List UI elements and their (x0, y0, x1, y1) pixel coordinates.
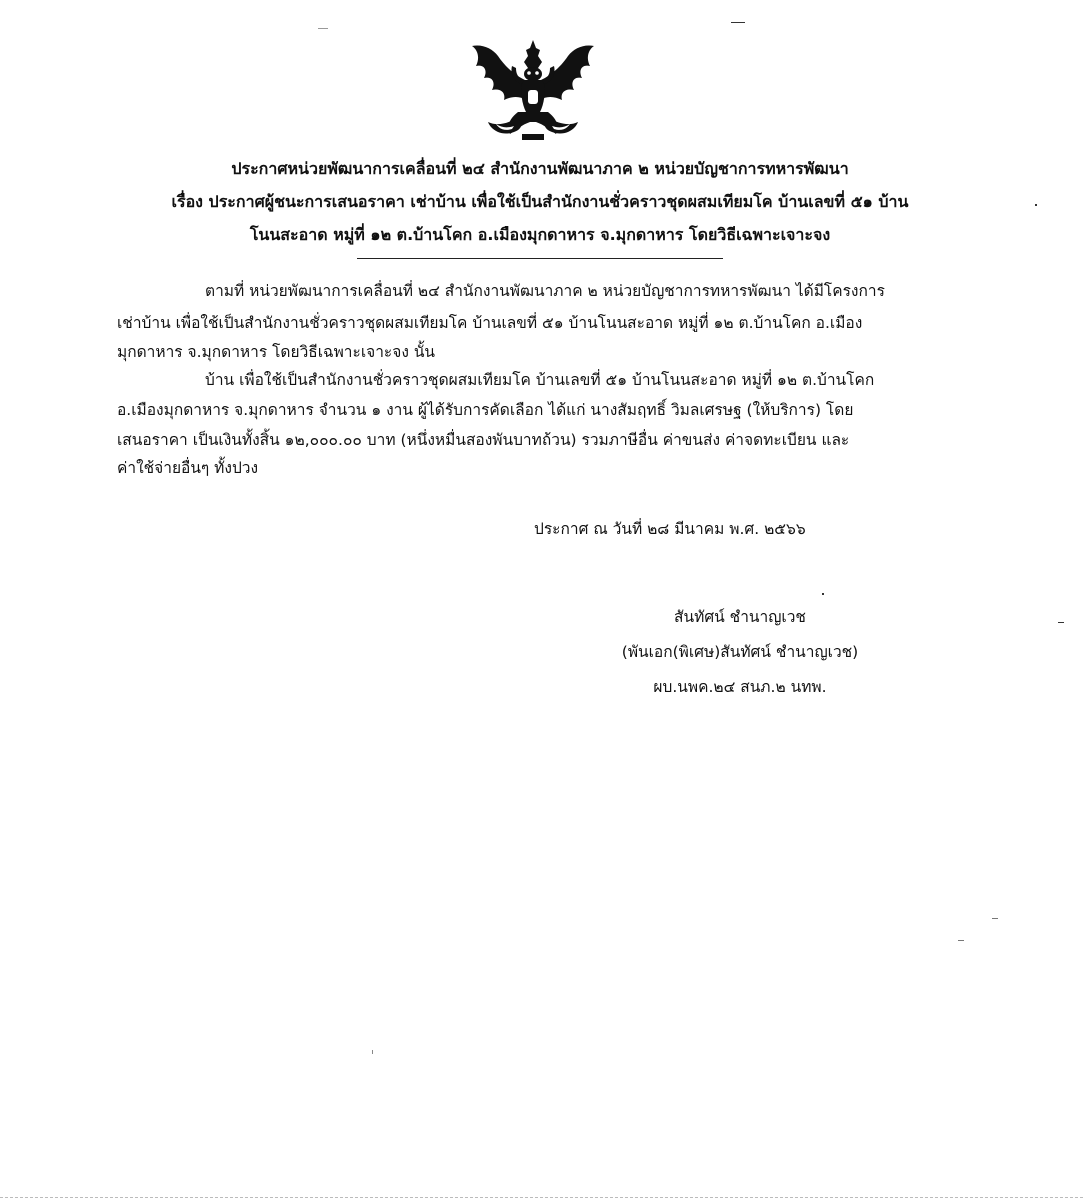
scan-speck (992, 918, 998, 919)
signature-name: สันทัศน์ ชำนาญเวช (674, 608, 806, 626)
heading-underline (357, 258, 723, 259)
paragraph-1-line-2: เช่าบ้าน เพื่อใช้เป็นสำนักงานชั่วคราวชุดผสมเทียมโค บ้านเลขที่ ๕๑ บ้านโนนสะอาด หมู่ที่ ๑๒ ต.บ้านโคก อ.เมือง (117, 314, 863, 332)
paragraph-1-line-3: มุกดาหาร จ.มุกดาหาร โดยวิธีเฉพาะเจาะจง นั้น (117, 343, 436, 361)
heading-line-2: เรื่อง ประกาศผู้ชนะการเสนอราคา เช่าบ้าน เพื่อใช้เป็นสำนักงานชั่วคราวชุดผสมเทียมโค บ้านเลขที่ ๕๑ บ้าน (171, 192, 909, 211)
scan-speck (731, 22, 745, 23)
scan-speck (318, 28, 328, 29)
paragraph-2-line-3: เสนอราคา เป็นเงินทั้งสิ้น ๑๒,๐๐๐.๐๐ บาท (หนึ่งหมื่นสองพันบาทถ้วน) รวมภาษีอื่น ค่าขนส่ง ค่าจดทะเบียน และ (117, 431, 850, 449)
heading-line-3: โนนสะอาด หมู่ที่ ๑๒ ต.บ้านโคก อ.เมืองมุกดาหาร จ.มุกดาหาร โดยวิธีเฉพาะเจาะจง (249, 225, 831, 244)
garuda-emblem-icon (466, 38, 600, 144)
paragraph-2-line-1: บ้าน เพื่อใช้เป็นสำนักงานชั่วคราวชุดผสมเทียมโค บ้านเลขที่ ๕๑ บ้านโนนสะอาด หมู่ที่ ๑๒ ต.บ้านโคก (205, 371, 875, 389)
paragraph-1-line-1: ตามที่ หน่วยพัฒนาการเคลื่อนที่ ๒๔ สำนักงานพัฒนาภาค ๒ หน่วยบัญชาการทหารพัฒนา ได้มีโครงการ (205, 282, 885, 300)
scan-bottom-edge (0, 1197, 1083, 1198)
paragraph-2-line-2: อ.เมืองมุกดาหาร จ.มุกดาหาร จำนวน ๑ งาน ผู้ได้รับการคัดเลือก ได้แก่ นางสัมฤทธิ์ วิมลเศรษฐ (ให้บริการ) โดย (117, 401, 854, 419)
announcement-date: ประกาศ ณ วันที่ ๒๘ มีนาคม พ.ศ. ๒๕๖๖ (534, 520, 806, 538)
scan-speck (822, 593, 824, 595)
scan-speck (1058, 622, 1064, 623)
scan-speck (958, 940, 964, 941)
heading-line-1: ประกาศหน่วยพัฒนาการเคลื่อนที่ ๒๔ สำนักงานพัฒนาภาค ๒ หน่วยบัญชาการทหารพัฒนา (231, 159, 849, 178)
signature-full-name: (พันเอก(พิเศษ)สันทัศน์ ชำนาญเวช) (621, 643, 859, 661)
paragraph-2-line-4: ค่าใช้จ่ายอื่นๆ ทั้งปวง (117, 459, 259, 477)
signature-position: ผบ.นพค.๒๔ สนภ.๒ นทพ. (653, 678, 827, 696)
scan-speck (372, 1050, 373, 1054)
scan-speck (1035, 204, 1037, 206)
